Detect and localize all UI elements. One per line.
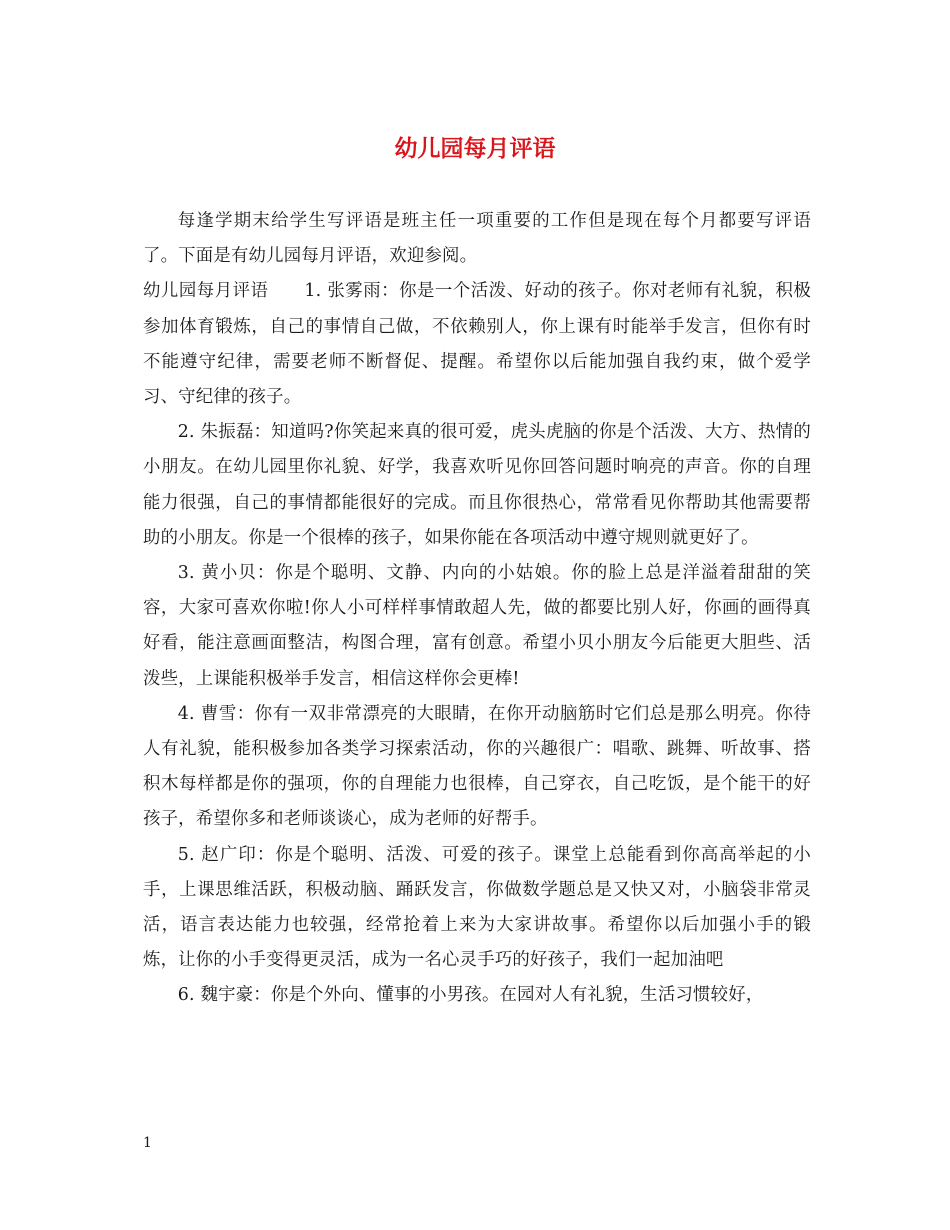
page-number: 1	[143, 1135, 152, 1151]
paragraph-comment-4: 4. 曹雪：你有一双非常漂亮的大眼睛，在你开动脑筋时它们总是那么明亮。你待人有礼貌，能积极参加各类学习探索活动，你的兴趣很广：唱歌、跳舞、听故事、搭积木每样都是你的强项，你的自理能力也很棒，自己穿衣，自己吃饭，是个能干的好孩子，希望你多和老师谈谈心，成为老师的好帮手。	[143, 703, 811, 830]
document-body	[143, 204, 811, 1014]
paragraph-comment-6: 6. 魏宇豪：你是个外向、懂事的小男孩。在园对人有礼貌，生活习惯较好，	[177, 985, 764, 1006]
paragraph-comment-2: 2. 朱振磊：知道吗?你笑起来真的很可爱，虎头虎脑的你是个活泼、大方、热情的小朋友。在幼儿园里你礼貌、好学，我喜欢听见你回答问题时响亮的声音。你的自理能力很强，自己的事情都能很好的完成。而且你很热心，常常看见你帮助其他需要帮助的小朋友。你是一个很棒的孩子，如果你能在各项活动中遵守规则就更好了。	[143, 422, 811, 548]
paragraph-comment-1: 幼儿园每月评语 1. 张雾雨：你是一个活泼、好动的孩子。你对老师有礼貌，积极参加体育锻炼，自己的事情自己做，不依赖别人，你上课有时能举手发言，但你有时不能遵守纪律，需要老师不断督促、提醒。希望你以后能加强自我约束，做个爱学习、守纪律的孩子。	[143, 281, 811, 408]
paragraph-comment-5: 5. 赵广印：你是个聪明、活泼、可爱的孩子。课堂上总能看到你高高举起的小手，上课思维活跃，积极动脑、踊跃发言，你做数学题总是又快又对，小脑袋非常灵活，语言表达能力也较强，经常抢着上来为大家讲故事。希望你以后加强小手的锻炼，让你的小手变得更灵活，成为一名心灵手巧的好孩子，我们一起加油吧	[143, 844, 811, 971]
paragraph-comment-3: 3. 黄小贝：你是个聪明、文静、内向的小姑娘。你的脸上总是洋溢着甜甜的笑容，大家可喜欢你啦!你人小可样样事情敢超人先，做的都要比别人好，你画的画得真好看，能注意画面整洁，构图合理，富有创意。希望小贝小朋友今后能更大胆些、活泼些，上课能积极举手发言，相信这样你会更棒!	[143, 563, 811, 689]
paragraph-intro: 每逢学期末给学生写评语是班主任一项重要的工作但是现在每个月都要写评语了。下面是有幼儿园每月评语，欢迎参阅。	[143, 211, 811, 267]
document-title: 幼儿园每月评语	[394, 135, 556, 162]
